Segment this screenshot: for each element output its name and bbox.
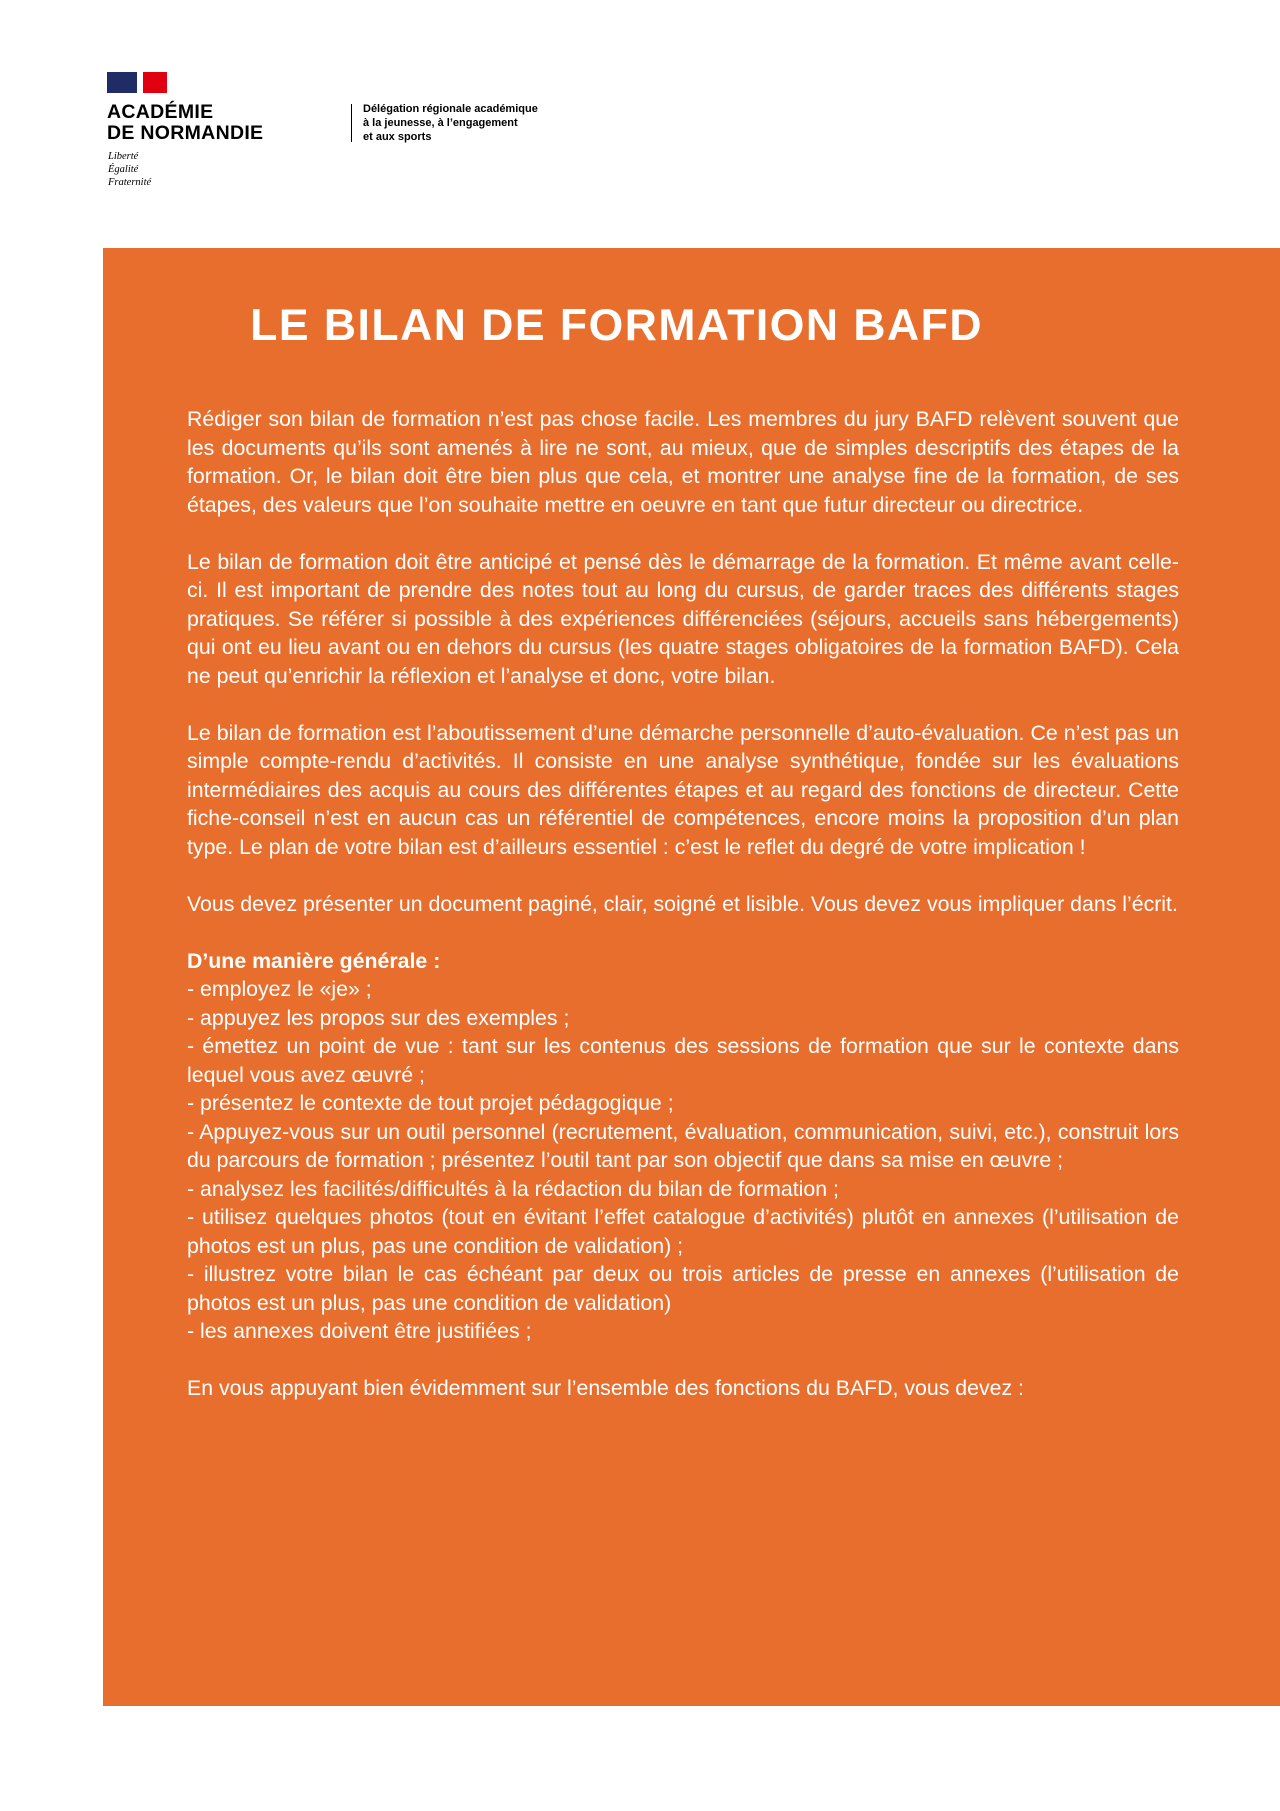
academie-line-2: DE NORMANDIE xyxy=(107,122,264,144)
list-item: - appuyez les propos sur des exemples ; xyxy=(187,1005,570,1030)
flag-red-band xyxy=(143,72,167,93)
header-divider xyxy=(351,104,352,142)
body-text xyxy=(187,405,1179,1431)
list-item: - utilisez quelques photos (tout en évitant l’effet catalogue d’activités) plutôt en annexes (l’utilisation de photos est un plus, pas une condition de validation) ; xyxy=(187,1205,1179,1258)
paragraph-auto-evaluation: Le bilan de formation est l’aboutissement d’une démarche personnelle d’auto-évaluation. Ce n’est pas un simple compte-rendu d’activités. Il consiste en une analyse synthétique, fondée sur les évaluations intermédiaires des acquis au cours des différentes étapes et au regard des fonctions de directeur. Cette fiche-conseil n’est en aucun cas un référentiel de compétences, encore moins la proposition d’un plan type. Le plan de votre bilan est d’ailleurs essentiel : c’est le reflet du degré de votre implication ! xyxy=(187,720,1179,859)
general-advice-list xyxy=(187,975,1179,1346)
paragraph-presentation: Vous devez présenter un document paginé, clair, soigné et lisible. Vous devez vous impliquer dans l’écrit. xyxy=(187,891,1178,916)
general-advice-heading: D’une manière générale : xyxy=(187,948,441,973)
page-title: LE BILAN DE FORMATION BAFD xyxy=(250,301,983,350)
list-item: - émettez un point de vue : tant sur les contenus des sessions de formation que sur le contexte dans lequel vous avez œuvré ; xyxy=(187,1034,1179,1087)
republic-motto xyxy=(108,150,151,189)
delegation-line-1: Délégation régionale académique xyxy=(363,103,538,115)
motto-fraternite: Fraternité xyxy=(108,177,152,188)
flag-blue-band xyxy=(107,72,137,93)
academie-name xyxy=(107,102,263,144)
academie-line-1: ACADÉMIE xyxy=(107,101,214,123)
paragraph-anticipation: Le bilan de formation doit être anticipé et pensé dès le démarrage de la formation. Et même avant celle-ci. Il est important de prendre des notes tout au long du cursus, de garder traces des différents stages pratiques. Se référer si possible à des expériences différenciées (séjours, accueils sans hébergements) qui ont eu lieu avant ou en dehors du cursus (les quatre stages obligatoires de la formation BAFD). Cela ne peut qu’enrichir la réflexion et l’analyse et donc, votre bilan. xyxy=(187,549,1179,688)
list-item: - présentez le contexte de tout projet pédagogique ; xyxy=(187,1091,674,1115)
motto-egalite: Égalité xyxy=(108,164,139,175)
paragraph-intro: Rédiger son bilan de formation n’est pas chose facile. Les membres du jury BAFD relèvent souvent que les documents qu’ils sont amenés à lire ne sont, au mieux, que de simples descriptifs des étapes de la formation. Or, le bilan doit être bien plus que cela, et montrer une analyse fine de la formation, de ses étapes, des valeurs que l’on souhaite mettre en oeuvre en tant que futur directeur ou directrice. xyxy=(187,407,1179,517)
content-panel xyxy=(103,248,1280,1706)
list-item: - employez le «je» ; xyxy=(187,977,372,1001)
delegation-line-2: à la jeunesse, à l’engagement xyxy=(363,117,518,129)
list-item: - illustrez votre bilan le cas échéant par deux ou trois articles de presse en annexes (l’utilisation de photos est un plus, pas une condition de validation) xyxy=(187,1262,1179,1315)
list-item: - Appuyez-vous sur un outil personnel (recrutement, évaluation, communication, suivi, etc.), construit lors du parcours de formation ; présentez l’outil tant par son objectif que dans sa mise en œuvre ; xyxy=(187,1119,1179,1172)
delegation-name xyxy=(363,102,538,144)
closing-sentence: En vous appuyant bien évidemment sur l’ensemble des fonctions du BAFD, vous devez : xyxy=(187,1376,1024,1400)
page-header xyxy=(107,72,707,202)
marianne-flag-logo xyxy=(107,72,167,93)
list-item: - analysez les facilités/difficultés à la rédaction du bilan de formation ; xyxy=(187,1176,839,1201)
motto-liberte: Liberté xyxy=(108,151,139,162)
list-item: - les annexes doivent être justifiées ; xyxy=(187,1319,532,1343)
delegation-line-3: et aux sports xyxy=(363,131,432,143)
